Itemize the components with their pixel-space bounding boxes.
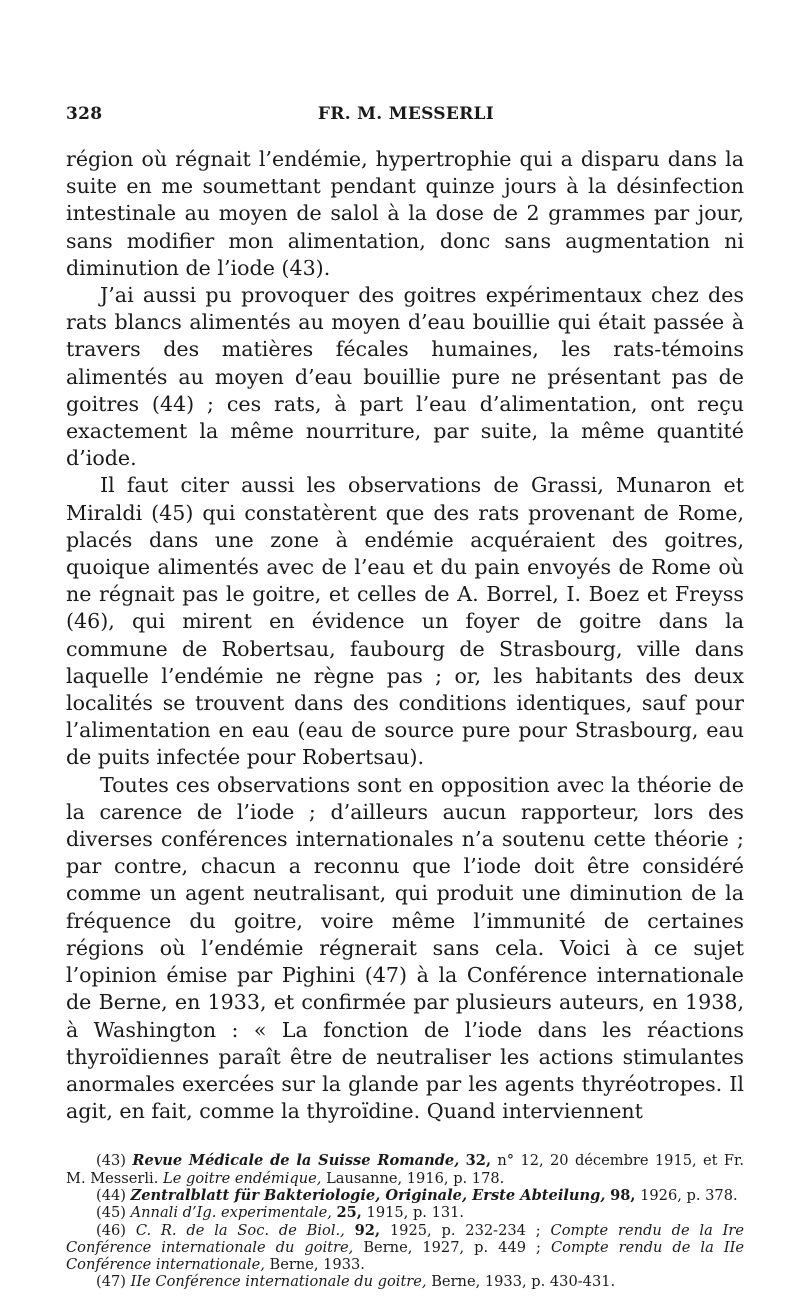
- footnote-details: 1925, p. 232-234 ;: [389, 1221, 541, 1239]
- footnote-volume: 32,: [465, 1152, 492, 1170]
- page-header: [66, 98, 744, 128]
- footnote-source-title: IIe Conférence internationale du goitre,: [130, 1273, 427, 1291]
- footnote-number: (44): [96, 1186, 126, 1204]
- footnote-volume: 25,: [336, 1204, 362, 1222]
- paragraph: région où régnait l’endémie, hypertrophie qui a disparu dans la suite en me soumettant pendant quinze jours à la désinfection intestinale au moyen de salol à la dose de 2 grammes par jour, sans modifier mon alimentation, donc sans augmentation ni diminution de l’iode (43).: [66, 147, 744, 280]
- footnote-45: [66, 1204, 744, 1221]
- footnote-source-title: Compte rendu de la Ire Conférence internationale du goitre,: [66, 1221, 745, 1256]
- document-page: [66, 98, 744, 1291]
- footnote-details: Lausanne, 1916, p. 178.: [326, 1169, 505, 1187]
- running-head: FR. M. MESSERLI: [317, 104, 495, 124]
- footnote-source-title: Le goitre endémique,: [163, 1169, 322, 1187]
- footnote-number: (47): [96, 1273, 126, 1291]
- footnote-volume: 98,: [610, 1186, 636, 1204]
- footnote-44: [66, 1187, 744, 1204]
- footnote-46: [66, 1222, 744, 1274]
- body-text: [66, 146, 744, 1125]
- footnote-number: (43): [96, 1152, 126, 1170]
- footnote-source-title: C. R. de la Soc. de Biol.,: [135, 1221, 345, 1239]
- footnote-volume: 92,: [354, 1221, 381, 1239]
- footnotes: [66, 1152, 744, 1290]
- footnote-details: Berne, 1927, p. 449 ;: [363, 1238, 541, 1256]
- footnote-details: Berne, 1933, p. 430-431.: [431, 1273, 616, 1291]
- footnote-43: [66, 1152, 744, 1187]
- footnote-number: (45): [96, 1204, 126, 1222]
- footnote-details: Berne, 1933.: [269, 1256, 365, 1274]
- footnote-details: 1926, p. 378.: [640, 1186, 738, 1204]
- footnote-details: n° 12, 20 décembre 1915, et Fr. M. Messerli.: [66, 1152, 745, 1187]
- footnote-source-title: Zentralblatt für Bakteriologie, Originale, Erste Abteilung,: [130, 1186, 606, 1204]
- paragraph: Il faut citer aussi les observations de Grassi, Munaron et Miraldi (45) qui constatèrent que des rats provenant de Rome, placés dans une zone à endémie acquéraient des goitres, quoique alimentés avec de l’eau et du pain envoyés de Rome où ne régnait pas le goitre, et celles de A. Borrel, I. Boez et Freyss (46), qui mirent en évidence un foyer de goitre dans la commune de Robertsau, faubourg de Strasbourg, ville dans laquelle l’endémie ne règne pas ; or, les habitants des deux localités se trouvent dans des conditions identiques, sauf pour l’alimentation en eau (eau de source pure pour Strasbourg, eau de puits infectée pour Robertsau).: [66, 473, 744, 770]
- paragraph: J’ai aussi pu provoquer des goitres expérimentaux chez des rats blancs alimentés au moyen d’eau bouillie qui était passée à travers des matières fécales humaines, les rats-témoins alimentés au moyen d’eau bouillie pure ne présentant pas de goitres (44) ; ces rats, à part l’eau d’alimentation, ont reçu exactement la même nourriture, par suite, la même quantité d’iode.: [66, 283, 744, 471]
- footnote-source-title: Compte rendu de la IIe Conférence internationale,: [66, 1238, 744, 1274]
- footnote-details: 1915, p. 131.: [366, 1204, 465, 1222]
- footnote-source-title: Revue Médicale de la Suisse Romande,: [132, 1152, 460, 1170]
- footnote-source-title: Annali d’Ig. experimentale,: [130, 1204, 332, 1222]
- footnote-47: [66, 1273, 744, 1290]
- page-number: 328: [66, 104, 103, 124]
- footnote-number: (46): [96, 1221, 126, 1239]
- paragraph: Toutes ces observations sont en opposition avec la théorie de la carence de l’iode ; d’ailleurs aucun rapporteur, lors des diverses conférences internationales n’a soutenu cette théorie ; par contre, chacun a reconnu que l’iode doit être considéré comme un agent neutralisant, qui produit une diminution de la fréquence du goitre, voire même l’immunité de certaines régions où l’endémie régnerait sans cela. Voici à ce sujet l’opinion émise par Pighini (47) à la Conférence internationale de Berne, en 1933, et confirmée par plusieurs auteurs, en 1938, à Washington : « La fonction de l’iode dans les réactions thyroïdiennes paraît être de neutraliser les actions stimulantes anormales exercées sur la glande par les agents thyréotropes. Il agit, en fait, comme la thyroïdine. Quand interviennent: [66, 772, 744, 1124]
